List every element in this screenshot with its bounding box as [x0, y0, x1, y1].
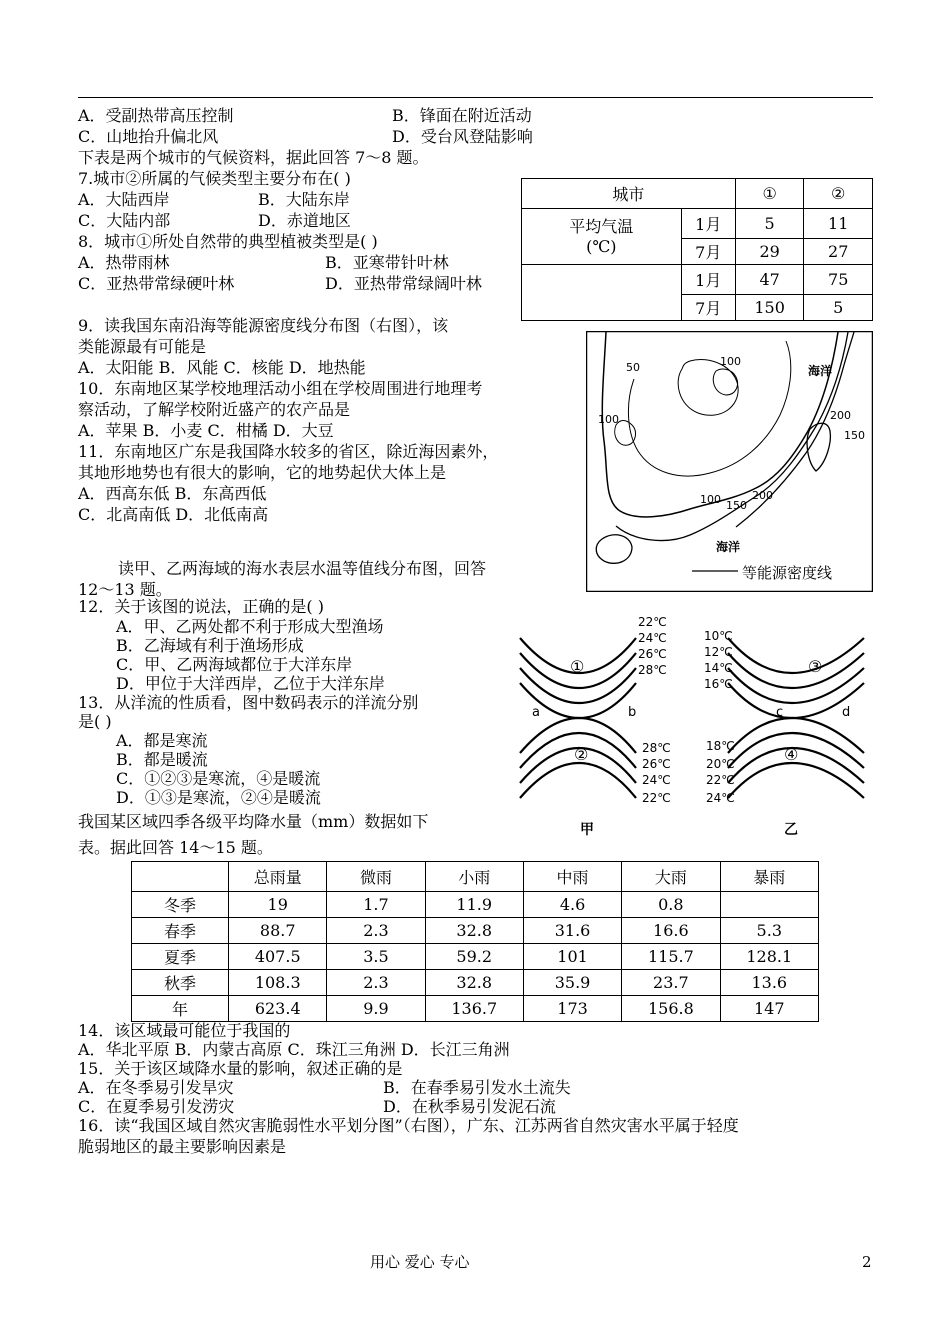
current-label-3: ③ — [808, 657, 823, 676]
q15-option-c: C．在夏季易引发涝灾 — [78, 1097, 235, 1116]
precip-cell: 5.3 — [720, 918, 818, 944]
precip-cell: 88.7 — [229, 918, 327, 944]
temp-label-2-1: 26℃ — [642, 757, 671, 771]
label-yi: 乙 — [784, 822, 798, 838]
intro-12-13-line2: 12～13 题。 — [78, 580, 172, 599]
precip-cell: 35.9 — [523, 970, 621, 996]
precip-cell: 19 — [229, 892, 327, 918]
current-label-2: ② — [574, 745, 589, 764]
precip-cell: 156.8 — [622, 996, 720, 1022]
q6-option-c: C．山地抬升偏北风 — [78, 127, 219, 146]
precip-cell: 13.6 — [720, 970, 818, 996]
precip-cell: 136.7 — [425, 996, 523, 1022]
intro-14-15-line2: 表。据此回答 14～15 题。 — [78, 838, 273, 857]
temp-label-2-2: 24℃ — [642, 773, 671, 787]
climate-temp-jan-2: 11 — [804, 209, 873, 239]
climate-temp-jul-2: 27 — [804, 239, 873, 265]
q6-option-b: B．锋面在附近活动 — [392, 106, 532, 125]
q7-option-d: D．赤道地区 — [258, 211, 351, 230]
q7-option-b: B．大陆东岸 — [258, 190, 350, 209]
climate-header-city: 城市 — [522, 179, 736, 209]
q15-option-a: A．在冬季易引发旱灾 — [78, 1078, 234, 1097]
precip-cell: 115.7 — [622, 944, 720, 970]
temp-label-1-2: 26℃ — [638, 647, 667, 661]
climate-precip-label — [522, 265, 682, 321]
precip-cell: 108.3 — [229, 970, 327, 996]
label-150-east: 150 — [844, 429, 865, 442]
current-label-4: ④ — [784, 745, 799, 764]
precip-cell: 173 — [523, 996, 621, 1022]
page-number: 2 — [862, 1253, 872, 1271]
climate-temp-jan-1: 5 — [735, 209, 804, 239]
precip-cell: 623.4 — [229, 996, 327, 1022]
q9-stem-line1: 9．读我国东南沿海等能源密度线分布图（右图），该 — [78, 316, 449, 335]
q12-option-c: C．甲、乙两海域都位于大洋东岸 — [116, 655, 353, 674]
ocean-label-south: 海洋 — [716, 540, 741, 554]
precip-cell: 147 — [720, 996, 818, 1022]
map-legend-label: 等能源密度线 — [742, 564, 833, 582]
q11-stem-line2: 其地形地势也有很大的影响，它的地势起伏大体上是 — [78, 463, 447, 482]
q10-stem-line2: 察活动，了解学校附近盛产的农产品是 — [78, 400, 351, 419]
current-label-1: ① — [570, 657, 585, 676]
table-row — [132, 918, 819, 944]
q11-options-row1: A．西高东低 B．东高西低 — [78, 484, 267, 503]
q9-options: A．太阳能 B．风能 C．核能 D．地热能 — [78, 358, 366, 377]
header-rule — [78, 97, 873, 98]
climate-temp-label — [522, 209, 682, 265]
precip-cell: 4.6 — [523, 892, 621, 918]
precip-cell: 32.8 — [425, 970, 523, 996]
q13-option-b: B．都是暖流 — [116, 750, 208, 769]
q8-option-a: A．热带雨林 — [78, 253, 170, 272]
climate-precip-jan: 1月 — [681, 265, 735, 295]
footer-motto: 用心 爱心 专心 — [370, 1253, 470, 1271]
q13-option-c: C．①②③是寒流，④是暖流 — [116, 769, 321, 788]
climate-temp-label-line2: (℃) — [586, 236, 617, 256]
q12-option-d: D．甲位于大洋西岸，乙位于大洋东岸 — [116, 674, 385, 693]
q16-stem-line2: 脆弱地区的最主要影响因素是 — [78, 1137, 287, 1156]
q10-options: A．苹果 B．小麦 C．柑橘 D．大豆 — [78, 421, 334, 440]
precip-header-5: 大雨 — [622, 862, 720, 892]
q12-stem: 12．关于该图的说法，正确的是( ) — [78, 597, 324, 616]
precip-cell: 0.8 — [622, 892, 720, 918]
precip-cell: 秋季 — [132, 970, 229, 996]
precip-cell: 32.8 — [425, 918, 523, 944]
temp-label-2-0: 28℃ — [642, 741, 671, 755]
temp-label-1-3: 28℃ — [638, 663, 667, 677]
point-c: c — [776, 705, 784, 720]
precip-header-4: 中雨 — [523, 862, 621, 892]
q15-stem: 15．关于该区域降水量的影响，叙述正确的是 — [78, 1059, 403, 1078]
q15-option-d: D．在秋季易引发泥石流 — [383, 1097, 556, 1116]
q9-stem-line2: 类能源最有可能是 — [78, 337, 207, 356]
temp-label-3-1: 12℃ — [704, 645, 733, 659]
precip-cell: 冬季 — [132, 892, 229, 918]
precip-header-6: 暴雨 — [720, 862, 818, 892]
precip-cell: 23.7 — [622, 970, 720, 996]
temp-label-3-2: 14℃ — [704, 661, 733, 675]
q7-option-a: A．大陆西岸 — [78, 190, 170, 209]
point-b: b — [628, 705, 637, 720]
precip-cell: 3.5 — [327, 944, 425, 970]
label-100-west: 100 — [598, 413, 619, 426]
climate-temp-jul-1: 29 — [735, 239, 804, 265]
point-a: a — [532, 705, 540, 720]
precip-header-0 — [132, 862, 229, 892]
precip-cell: 2.3 — [327, 970, 425, 996]
label-150-south: 150 — [726, 499, 747, 512]
precip-header-row — [132, 862, 819, 892]
temp-label-1-0: 22℃ — [638, 615, 667, 629]
climate-precip-jul-1: 150 — [735, 295, 804, 321]
precip-cell: 101 — [523, 944, 621, 970]
q8-stem: 8．城市①所处自然带的典型植被类型是( ) — [78, 232, 378, 251]
q14-options: A．华北平原 B．内蒙古高原 C．珠江三角洲 D．长江三角洲 — [78, 1040, 510, 1059]
climate-header-city1: ① — [735, 179, 804, 209]
precip-table — [131, 861, 819, 1022]
climate-temp-jan: 1月 — [681, 209, 735, 239]
intro-12-13-line1: 读甲、乙两海域的海水表层水温等值线分布图，回答 — [118, 559, 487, 578]
climate-precip-jan-2: 75 — [804, 265, 873, 295]
precip-cell: 407.5 — [229, 944, 327, 970]
precip-cell: 2.3 — [327, 918, 425, 944]
energy-density-map — [586, 331, 873, 592]
q8-option-c: C．亚热带常绿硬叶林 — [78, 274, 235, 293]
q11-options-row2: C．北高南低 D．北低南高 — [78, 505, 269, 524]
precip-cell: 夏季 — [132, 944, 229, 970]
q6-option-d: D．受台风登陆影响 — [392, 127, 533, 146]
label-jia: 甲 — [580, 822, 594, 838]
table-row — [132, 996, 819, 1022]
intro-7-8: 下表是两个城市的气候资料，据此回答 7～8 题。 — [78, 148, 429, 167]
intro-14-15-line1: 我国某区域四季各级平均降水量（mm）数据如下 — [78, 812, 429, 831]
table-row — [132, 944, 819, 970]
precip-header-1: 总雨量 — [229, 862, 327, 892]
q14-stem: 14．该区域最可能位于我国的 — [78, 1021, 291, 1040]
ocean-label-east: 海洋 — [808, 364, 833, 378]
q7-option-c: C．大陆内部 — [78, 211, 171, 230]
climate-precip-jul: 7月 — [681, 295, 735, 321]
precip-cell: 128.1 — [720, 944, 818, 970]
precip-cell: 16.6 — [622, 918, 720, 944]
label-200-east: 200 — [830, 409, 851, 422]
precip-header-2: 微雨 — [327, 862, 425, 892]
label-200-south: 200 — [752, 489, 773, 502]
climate-temp-label-line1: 平均气温 — [569, 216, 634, 236]
temp-label-4-2: 22℃ — [706, 773, 735, 787]
precip-cell: 1.7 — [327, 892, 425, 918]
q8-option-d: D．亚热带常绿阔叶林 — [325, 274, 482, 293]
q10-stem-line1: 10．东南地区某学校地理活动小组在学校周围进行地理考 — [78, 379, 483, 398]
climate-precip-jan-1: 47 — [735, 265, 804, 295]
table-row — [132, 970, 819, 996]
table-row — [132, 892, 819, 918]
temp-label-4-3: 24℃ — [706, 791, 735, 805]
precip-cell: 59.2 — [425, 944, 523, 970]
precip-cell: 11.9 — [425, 892, 523, 918]
q15-option-b: B．在春季易引发水土流失 — [383, 1078, 571, 1097]
label-100-north: 100 — [720, 355, 741, 368]
q13-stem-line1: 13．从洋流的性质看，图中数码表示的洋流分别 — [78, 693, 419, 712]
q13-option-d: D．①③是寒流，②④是暖流 — [116, 788, 321, 807]
q8-option-b: B．亚寒带针叶林 — [325, 253, 449, 272]
q12-option-a: A．甲、乙两处都不利于形成大型渔场 — [116, 617, 384, 636]
precip-cell: 9.9 — [327, 996, 425, 1022]
climate-table — [521, 178, 873, 321]
label-50: 50 — [626, 361, 640, 374]
temp-label-3-3: 16℃ — [704, 677, 733, 691]
q13-stem-line2: 是( ) — [78, 712, 112, 731]
q6-option-a: A．受副热带高压控制 — [78, 106, 234, 125]
point-d: d — [842, 705, 851, 720]
precip-header-3: 小雨 — [425, 862, 523, 892]
q13-option-a: A．都是寒流 — [116, 731, 208, 750]
precip-cell: 31.6 — [523, 918, 621, 944]
temp-label-2-3: 22℃ — [642, 791, 671, 805]
temp-label-4-0: 18℃ — [706, 739, 735, 753]
q7-stem: 7.城市②所属的气候类型主要分布在( ) — [78, 169, 351, 188]
temp-label-4-1: 20℃ — [706, 757, 735, 771]
precip-cell: 年 — [132, 996, 229, 1022]
q16-stem-line1: 16．读“我国区域自然灾害脆弱性水平划分图”（右图），广东、江苏两省自然灾害水平属于轻度 — [78, 1116, 739, 1135]
climate-header-city2: ② — [804, 179, 873, 209]
q11-stem-line1: 11．东南地区广东是我国降水较多的省区，除近海因素外， — [78, 442, 499, 461]
precip-cell: 春季 — [132, 918, 229, 944]
climate-temp-jul: 7月 — [681, 239, 735, 265]
temp-label-3-0: 10℃ — [704, 629, 733, 643]
precip-cell — [720, 892, 818, 918]
isotherm-figure — [512, 608, 872, 848]
climate-precip-jul-2: 5 — [804, 295, 873, 321]
temp-label-1-1: 24℃ — [638, 631, 667, 645]
q12-option-b: B．乙海域有利于渔场形成 — [116, 636, 304, 655]
label-100-south: 100 — [700, 493, 721, 506]
